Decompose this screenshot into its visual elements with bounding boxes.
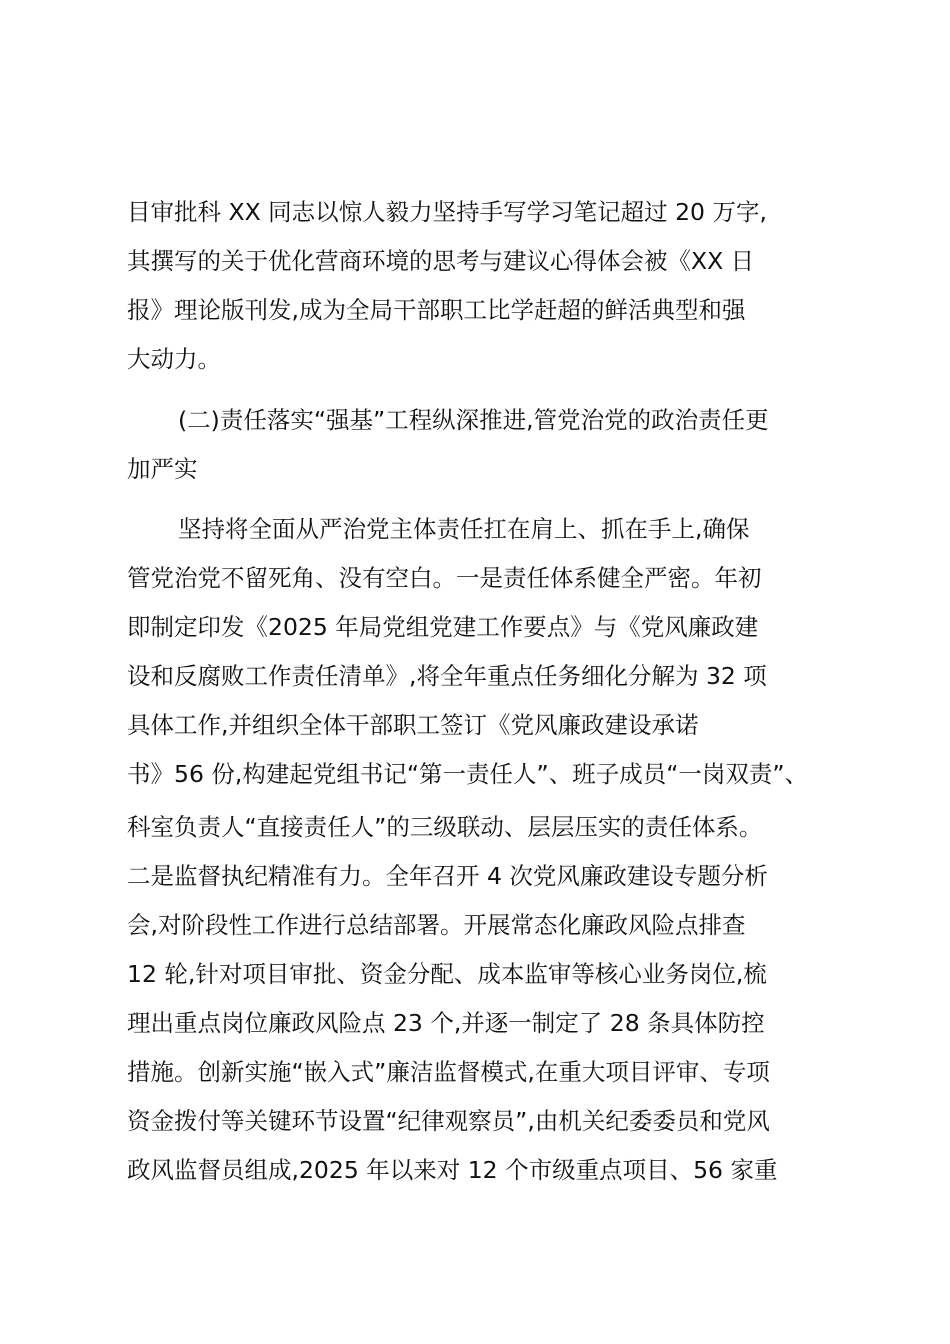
paragraph-line: 报》理论版刊发,成为全局干部职工比学赶超的鲜活典型和强 [127, 296, 746, 324]
paragraph-line: 设和反腐败工作责任清单》,将全年重点任务细化分解为 32 项 [127, 662, 767, 690]
paragraph-line: 资金拨付等关键环节设置“纪律观察员”,由机关纪委委员和党风 [127, 1107, 770, 1135]
paragraph-line: 具体工作,并组织全体干部职工签订《党风廉政建设承诺 [127, 711, 699, 739]
paragraph-line: 其撰写的关于优化营商环境的思考与建议心得体会被《XX 日 [127, 247, 755, 275]
paragraph-line: 会,对阶段性工作进行总结部署。开展常态化廉政风险点排查 [127, 911, 746, 939]
paragraph-line: 坚持将全面从严治党主体责任扛在肩上、抓在手上,确保 [178, 515, 750, 543]
section-heading-line: 加严实 [127, 455, 198, 483]
paragraph-line: 理出重点岗位廉政风险点 23 个,并逐一制定了 28 条具体防控 [127, 1009, 765, 1037]
paragraph-line: 科室负责人“直接责任人”的三级联动、层层压实的责任体系。 [127, 813, 763, 841]
paragraph-line: 目审批科 XX 同志以惊人毅力坚持手写学习笔记超过 20 万字, [127, 198, 767, 226]
paragraph-line: 大动力。 [127, 345, 221, 373]
section-heading-line: (二)责任落实“强基”工程纵深推进,管党治党的政治责任更 [178, 406, 769, 434]
paragraph-line: 12 轮,针对项目审批、资金分配、成本监审等核心业务岗位,梳 [127, 960, 767, 988]
paragraph-line: 管党治党不留死角、没有空白。一是责任体系健全严密。年初 [127, 564, 762, 592]
paragraph-line: 措施。创新实施“嵌入式”廉洁监督模式,在重大项目评审、专项 [127, 1058, 770, 1086]
paragraph-line: 二是监督执纪精准有力。全年召开 4 次党风廉政建设专题分析 [127, 862, 768, 890]
paragraph-line: 书》56 份,构建起党组书记“第一责任人”、班子成员“一岗双责”、 [127, 760, 809, 788]
paragraph-line: 政风监督员组成,2025 年以来对 12 个市级重点项目、56 家重 [127, 1156, 778, 1184]
paragraph-line: 即制定印发《2025 年局党组党建工作要点》与《党风廉政建 [127, 613, 759, 641]
